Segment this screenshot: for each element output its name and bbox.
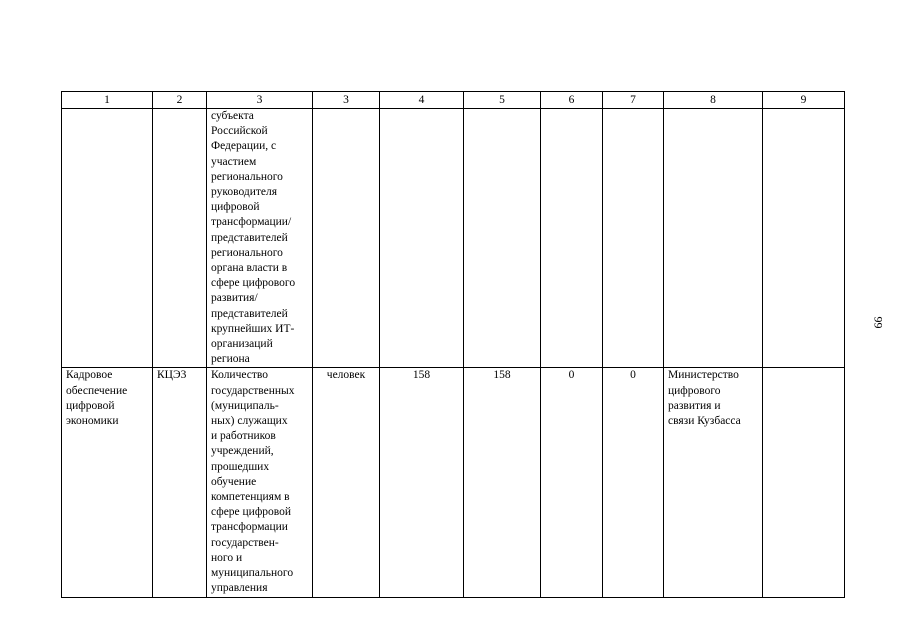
value-text: 158 (493, 369, 511, 382)
table-row-continuation (62, 109, 845, 368)
header-cell-6: 5 (464, 92, 541, 109)
table-cell-value-4 (603, 368, 664, 597)
indicator-text-continued: субъекта Российской Федерации, с участием регионального руководителя цифровой трансформации/ представителей регионального органа власти в сфере цифрового развития/ представителей крупнейших ИТ- организаций региона (211, 110, 296, 366)
table-cell-value-2 (464, 368, 541, 597)
table-cell (62, 109, 153, 368)
table-cell-indicator-continued (207, 109, 313, 368)
table-row-main (62, 368, 845, 597)
table-cell-indicator (207, 368, 313, 597)
project-name: Кадровое обеспечение цифровой экономики (66, 369, 128, 428)
header-cell-2: 2 (153, 92, 207, 109)
responsible-text: Министерство цифрового развития и связи Кузбасса (668, 369, 741, 428)
table-cell (464, 109, 541, 368)
data-table (61, 91, 845, 598)
header-cell-1: 1 (62, 92, 153, 109)
page-number: 99 (871, 316, 886, 329)
value-text: 0 (630, 369, 636, 382)
indicator-code: КЦЭ3 (157, 369, 187, 382)
table-cell-project (62, 368, 153, 597)
indicator-text: Количество государственных (муниципаль- ных) служащих и работников учреждений, прошедших обучение компетенциям в сфере цифровой трансформации государствен- ного и муниципального управления (211, 369, 295, 595)
table-cell (313, 109, 380, 368)
table-cell (664, 109, 763, 368)
header-cell-7: 6 (541, 92, 603, 109)
header-row (62, 92, 845, 109)
table-cell (153, 109, 207, 368)
header-cell-10: 9 (763, 92, 845, 109)
header-cell-5: 4 (380, 92, 464, 109)
table-cell-empty (763, 368, 845, 597)
header-cell-3: 3 (207, 92, 313, 109)
table-cell-value-1 (380, 368, 464, 597)
header-cell-9: 8 (664, 92, 763, 109)
table-cell (541, 109, 603, 368)
table-cell-unit (313, 368, 380, 597)
header-cell-8: 7 (603, 92, 664, 109)
table-cell-value-3 (541, 368, 603, 597)
header-cell-4: 3 (313, 92, 380, 109)
unit-text: человек (326, 369, 366, 382)
table-cell (763, 109, 845, 368)
table-cell (380, 109, 464, 368)
table-cell (603, 109, 664, 368)
table-cell-responsible (664, 368, 763, 597)
value-text: 158 (412, 369, 431, 382)
table-cell-code (153, 368, 207, 597)
value-text: 0 (568, 369, 575, 382)
